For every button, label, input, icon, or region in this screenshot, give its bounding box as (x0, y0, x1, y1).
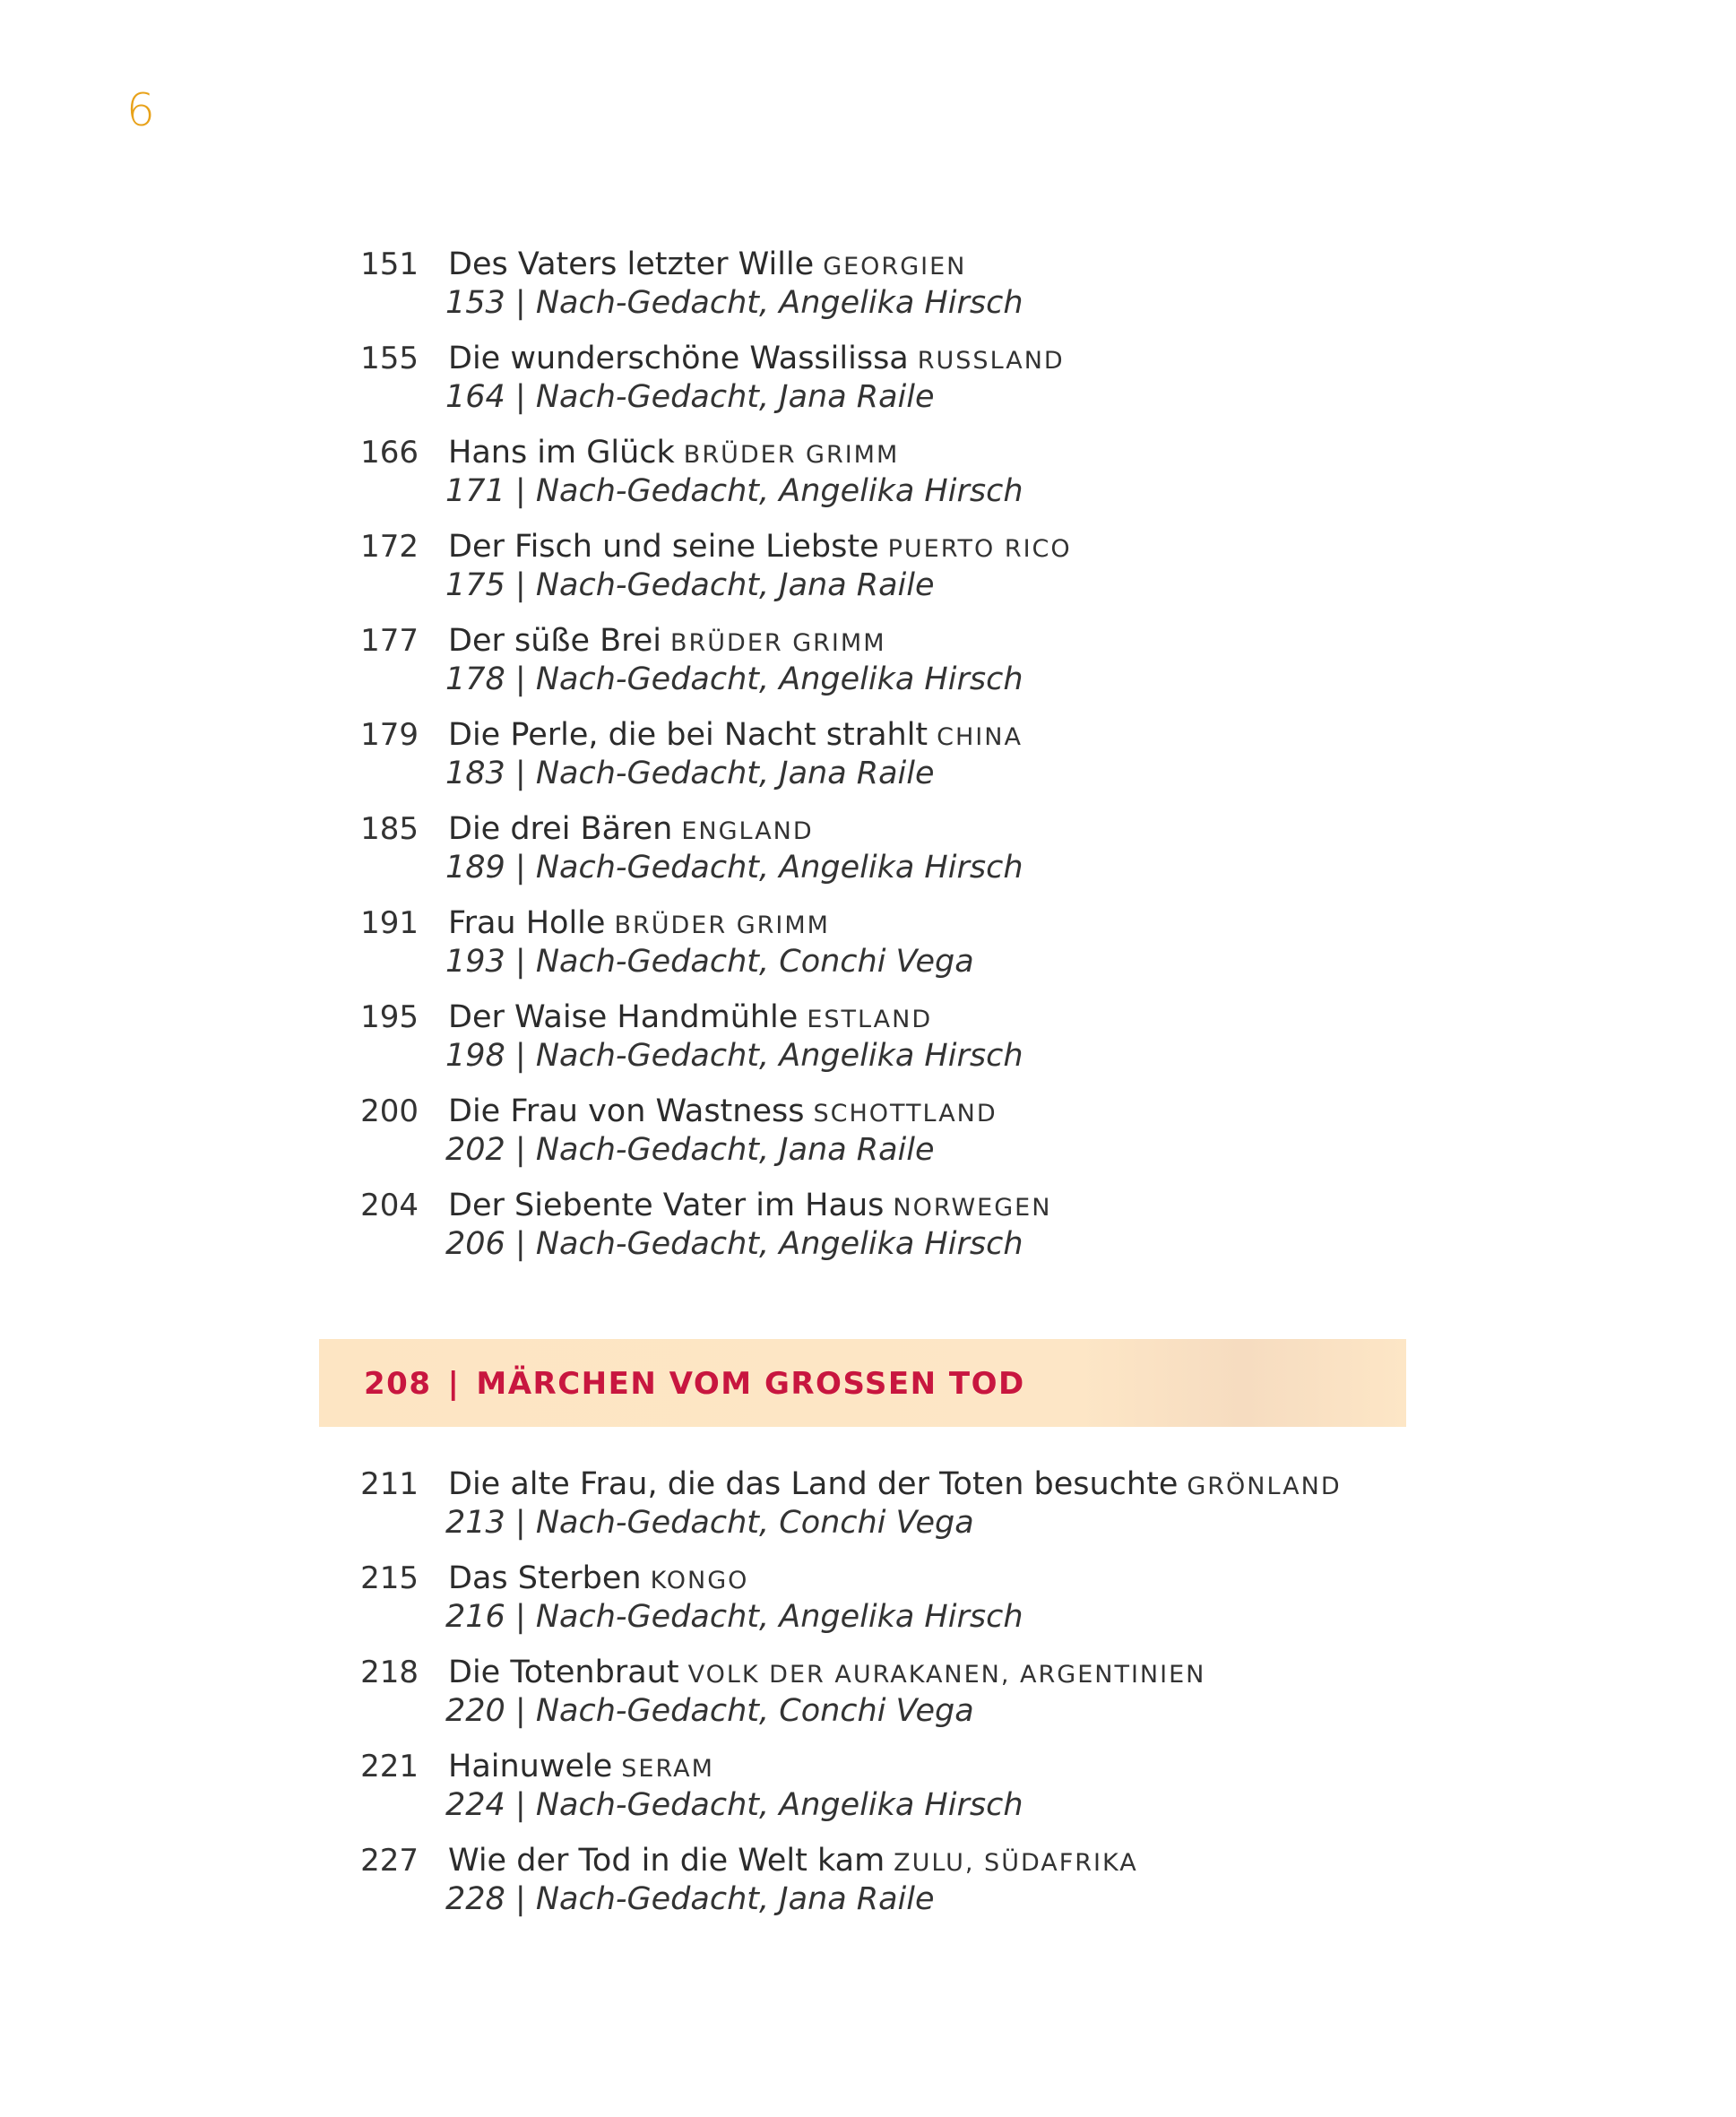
toc-entry[interactable] (354, 1092, 1429, 1186)
entry-origin: ZULU, SÜDAFRIKA (894, 1849, 1138, 1877)
entry-title-line (448, 1747, 714, 1789)
entry-page-number: 211 (360, 1466, 419, 1502)
toc-entry[interactable] (354, 1559, 1429, 1653)
entry-title-line (448, 339, 1065, 381)
entry-origin: BRÜDER GRIMM (614, 912, 830, 939)
entry-title: Der süße Brei (448, 623, 662, 659)
entry-origin: KONGO (650, 1567, 749, 1594)
entry-origin: NORWEGEN (893, 1194, 1052, 1222)
entry-title-line (448, 1092, 998, 1134)
entry-title-line (448, 433, 899, 475)
toc-entry[interactable] (354, 809, 1429, 903)
entry-origin: ENGLAND (681, 817, 814, 845)
toc-entry[interactable] (354, 1186, 1429, 1280)
entry-page-number: 221 (360, 1749, 419, 1784)
entry-title-line (448, 1559, 748, 1601)
entry-commentary: 213 | Nach-Gedacht, Conchi Vega (445, 1505, 974, 1541)
entry-commentary: 178 | Nach-Gedacht, Angelika Hirsch (445, 661, 1023, 697)
entry-title: Die Frau von Wastness (448, 1093, 805, 1129)
entry-title-line (448, 1186, 1051, 1228)
entry-commentary: 193 | Nach-Gedacht, Conchi Vega (445, 944, 974, 980)
entry-origin: SERAM (621, 1755, 714, 1783)
section-separator: | (447, 1366, 461, 1402)
entry-title: Die wunderschöne Wassilissa (448, 341, 909, 376)
entry-origin: RUSSLAND (917, 347, 1065, 375)
entry-commentary: 189 | Nach-Gedacht, Angelika Hirsch (445, 850, 1023, 886)
section-page-number: 208 (364, 1366, 432, 1402)
toc-entry[interactable] (354, 527, 1429, 621)
entry-page-number: 204 (360, 1188, 419, 1223)
entry-title-line (448, 715, 1023, 757)
entry-title: Die Perle, die bei Nacht strahlt (448, 717, 928, 753)
entry-commentary: 183 | Nach-Gedacht, Jana Raile (445, 756, 935, 791)
entry-title: Das Sterben (448, 1560, 642, 1596)
entry-page-number: 191 (360, 905, 419, 941)
toc-entry[interactable] (354, 621, 1429, 715)
entry-commentary: 224 | Nach-Gedacht, Angelika Hirsch (445, 1787, 1023, 1823)
entry-commentary: 153 | Nach-Gedacht, Angelika Hirsch (445, 285, 1023, 321)
entry-title-line (448, 998, 932, 1040)
entry-page-number: 215 (360, 1560, 419, 1596)
entry-origin: CHINA (937, 723, 1023, 751)
entry-page-number: 155 (360, 341, 419, 376)
entry-page-number: 172 (360, 529, 419, 565)
toc-list-b (354, 1465, 1429, 1935)
toc-entry[interactable] (354, 1465, 1429, 1559)
toc-entry[interactable] (354, 1653, 1429, 1747)
entry-commentary: 228 | Nach-Gedacht, Jana Raile (445, 1881, 935, 1917)
entry-page-number: 151 (360, 246, 419, 282)
toc-entry[interactable] (354, 1841, 1429, 1935)
entry-page-number: 195 (360, 999, 419, 1035)
entry-page-number: 227 (360, 1843, 419, 1879)
entry-title-line (448, 1841, 1138, 1883)
toc-entry[interactable] (354, 715, 1429, 809)
entry-page-number: 166 (360, 435, 419, 471)
entry-title: Frau Holle (448, 905, 606, 941)
entry-title-line (448, 903, 830, 946)
entry-title: Die drei Bären (448, 811, 673, 847)
toc-entry[interactable] (354, 433, 1429, 527)
entry-commentary: 202 | Nach-Gedacht, Jana Raile (445, 1132, 935, 1168)
entry-title-line (448, 527, 1072, 569)
section-header-band (319, 1339, 1406, 1427)
entry-title: Der Siebente Vater im Haus (448, 1188, 885, 1223)
toc-entry[interactable] (354, 998, 1429, 1092)
entry-commentary: 206 | Nach-Gedacht, Angelika Hirsch (445, 1226, 1023, 1262)
entry-title-line (448, 1465, 1342, 1507)
entry-commentary: 175 | Nach-Gedacht, Jana Raile (445, 567, 935, 603)
entry-page-number: 177 (360, 623, 419, 659)
entry-page-number: 218 (360, 1655, 419, 1690)
entry-origin: BRÜDER GRIMM (683, 441, 900, 469)
entry-title: Wie der Tod in die Welt kam (448, 1843, 885, 1879)
toc-entry[interactable] (354, 339, 1429, 433)
entry-origin: SCHOTTLAND (813, 1100, 998, 1128)
entry-title-line (448, 621, 886, 663)
entry-title: Der Waise Handmühle (448, 999, 799, 1035)
entry-title-line (448, 809, 814, 851)
entry-commentary: 220 | Nach-Gedacht, Conchi Vega (445, 1693, 974, 1729)
toc-list-a (354, 245, 1429, 1280)
entry-title: Der Fisch und seine Liebste (448, 529, 879, 565)
entry-title: Die alte Frau, die das Land der Toten besuchte (448, 1466, 1179, 1502)
toc-entry[interactable] (354, 245, 1429, 339)
entry-origin: GRÖNLAND (1187, 1473, 1342, 1500)
entry-origin: GEORGIEN (823, 253, 967, 281)
page-number: 6 (126, 84, 155, 136)
entry-page-number: 185 (360, 811, 419, 847)
entry-page-number: 179 (360, 717, 419, 753)
entry-title: Hainuwele (448, 1749, 613, 1784)
entry-origin: VOLK DER AURAKANEN, ARGENTINIEN (687, 1661, 1206, 1689)
entry-commentary: 164 | Nach-Gedacht, Jana Raile (445, 379, 935, 415)
toc-entry[interactable] (354, 903, 1429, 998)
entry-origin: ESTLAND (807, 1006, 933, 1033)
entry-title: Des Vaters letzter Wille (448, 246, 815, 282)
entry-commentary: 216 | Nach-Gedacht, Angelika Hirsch (445, 1599, 1023, 1635)
toc-entry[interactable] (354, 1747, 1429, 1841)
entry-title-line (448, 245, 966, 287)
section-title: MÄRCHEN VOM GROSSEN TOD (476, 1366, 1025, 1402)
entry-origin: BRÜDER GRIMM (670, 629, 886, 657)
entry-commentary: 171 | Nach-Gedacht, Angelika Hirsch (445, 473, 1023, 509)
entry-commentary: 198 | Nach-Gedacht, Angelika Hirsch (445, 1038, 1023, 1074)
entry-title-line (448, 1653, 1205, 1695)
entry-origin: PUERTO RICO (887, 535, 1072, 563)
entry-page-number: 200 (360, 1093, 419, 1129)
entry-title: Die Totenbraut (448, 1655, 679, 1690)
entry-title: Hans im Glück (448, 435, 675, 471)
section-heading[interactable] (364, 1364, 1025, 1404)
